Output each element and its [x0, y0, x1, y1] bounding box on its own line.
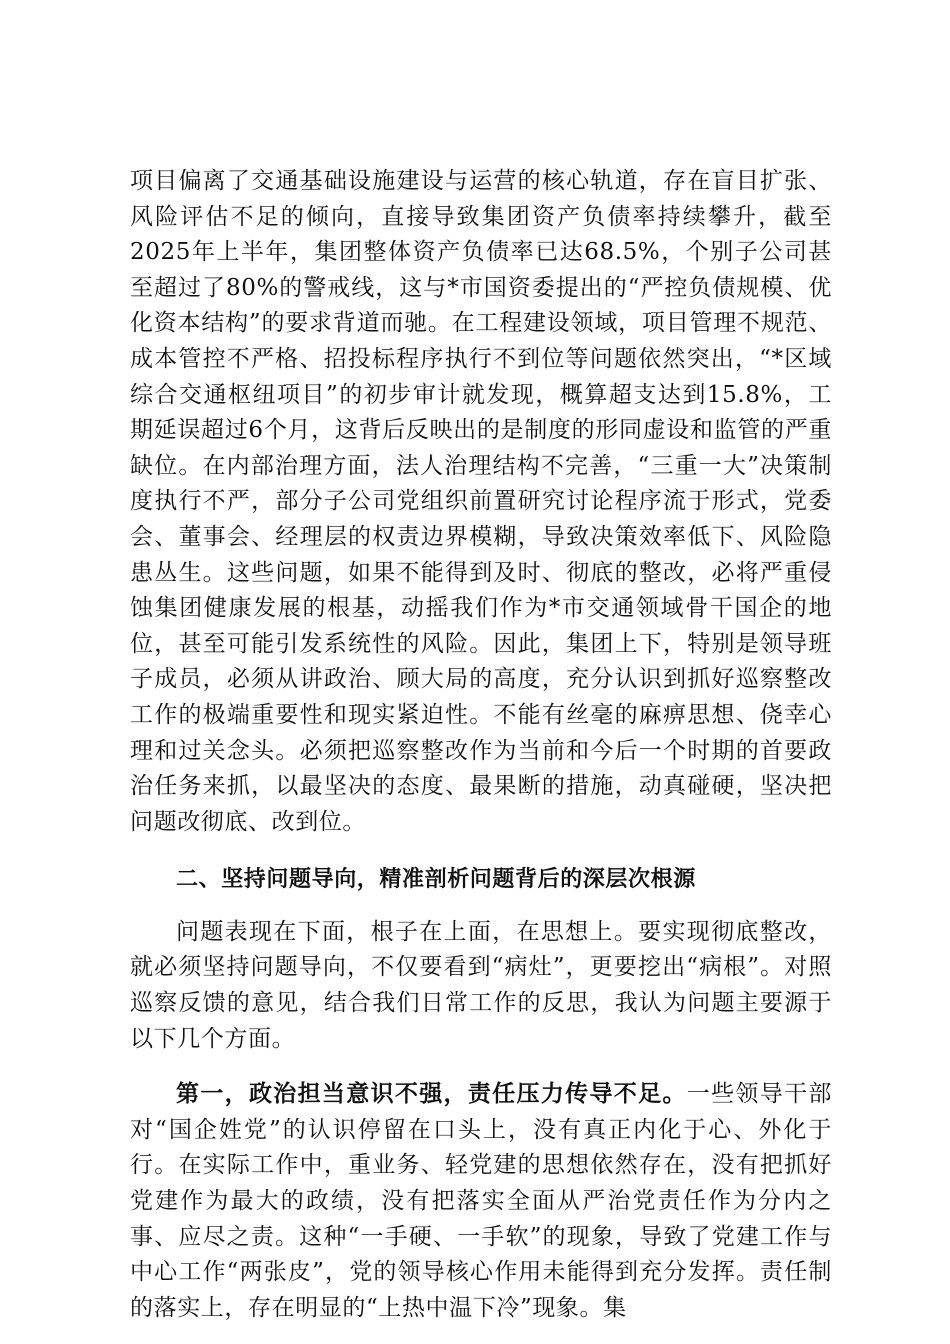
paragraph-risk-and-governance: 项目偏离了交通基础设施建设与运营的核心轨道，存在盲目扩张、风险评估不足的倾向，直接导致集团资产负债率持续攀升，截至2025年上半年，集团整体资产负债率已达68.5%，个别子公司甚至超过了80%的警戒线，这与*市国资委提出的“严控负债规模、优化资本结构”的要求背道而驰。在工程建设领域，项目管理不规范、成本管控不严格、招投标程序执行不到位等问题依然突出，“*区域综合交通枢纽项目”的初步审计就发现，概算超支达到15.8%，工期延误超过6个月，这背后反映出的是制度的形同虚设和监管的严重缺位。在内部治理方面，法人治理结构不完善，“三重一大”决策制度执行不严，部分子公司党组织前置研究讨论程序流于形式，党委会、董事会、经理层的权责边界模糊，导致决策效率低下、风险隐患丛生。这些问题，如果不能得到及时、彻底的整改，必将严重侵蚀集团健康发展的根基，动摇我们作为*市交通领域骨干国企的地位，甚至可能引发系统性的风险。因此，集团上下，特别是领导班子成员，必须从讲政治、顾大局的高度，充分认识到抓好巡察整改工作的极端重要性和现实紧迫性。不能有丝毫的麻痹思想、侥幸心理和过关念头。必须把巡察整改作为当前和今后一个时期的首要政治任务来抓，以最坚决的态度、最果断的措施，动真碰硬，坚决把问题改彻底、改到位。	[130, 168, 832, 835]
paragraph-lead-sentence: 第一，政治担当意识不强，责任压力传导不足。	[176, 1081, 687, 1108]
document-body	[130, 164, 832, 1326]
section-heading-2: 二、坚持问题导向，精准剖析问题背后的深层次根源	[176, 867, 696, 893]
paragraph-body-text: 一些领导干部对“国企姓党”的认识停留在口头上，没有真正内化于心、外化于行。在实际工作中，重业务、轻党建的思想依然存在，没有把抓好党建作为最大的政绩，没有把落实全面从严治党责任作为分内之事、应尽之责。这种“一手硬、一手软”的现象，导致了党建工作与中心工作“两张皮”，党的领导核心作用未能得到充分发挥。责任制的落实上，存在明显的“上热中温下冷”现象。集	[130, 1081, 832, 1321]
paragraph-political-responsibility	[130, 1077, 832, 1326]
paragraph-problem-orientation: 问题表现在下面，根子在上面，在思想上。要实现彻底整改，就必须坚持问题导向，不仅要看到“病灶”，更要挖出“病根”。对照巡察反馈的意见，结合我们日常工作的反思，我认为问题主要源于以下几个方面。	[130, 918, 832, 1052]
